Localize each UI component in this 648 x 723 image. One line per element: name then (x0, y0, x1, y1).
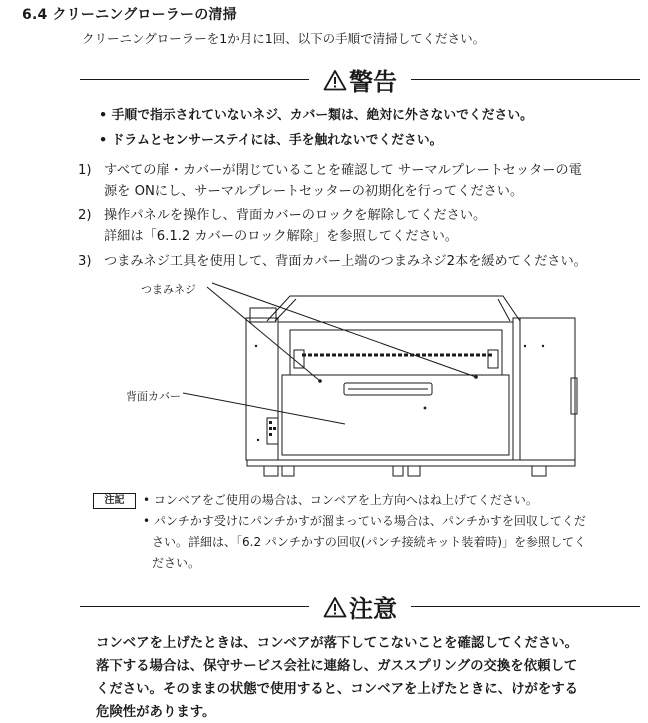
caution-line: 落下する場合は、保守サービス会社に連絡し、ガススプリングの交換を依頼して (96, 659, 578, 674)
warning-title-text: 警告 (349, 68, 397, 96)
rear-cover (282, 375, 509, 455)
note-line: • コンベアをご使用の場合は、コンベアを上方向へはね上げてください。 (143, 493, 538, 507)
section-title: クリーニングローラーの清掃 (52, 7, 237, 23)
step-text: 詳細は「6.1.2 カバーのロック解除」を参照してください。 (104, 229, 458, 244)
note-tag: 注記 (93, 493, 136, 509)
warning-item: • ドラムとセンサーステイには、手を触れないでください。 (99, 133, 443, 148)
caution-header (80, 589, 640, 624)
section-intro: クリーニングローラーを1か月に1回、以下の手順で清掃してください。 (82, 31, 486, 46)
step-text: 源を ONにし、サーマルプレートセッターの初期化を行ってください。 (104, 184, 524, 199)
label-thumb-screws: つまみネジ (141, 283, 196, 296)
thumb-screw-right (474, 375, 478, 379)
step-number: 1) (78, 163, 92, 178)
step-text: 操作パネルを操作し、背面カバーのロックを解除してください。 (104, 208, 487, 223)
caution-line: 危険性があります。 (96, 705, 216, 720)
control-panel (267, 418, 278, 444)
warning-item: • 手順で指示されていないネジ、カバー類は、絶対に外さないでください。 (99, 108, 533, 123)
note-line: ださい。 (152, 556, 201, 570)
caution-triangle-icon (323, 596, 347, 618)
step-number: 3) (78, 254, 92, 269)
step-text: すべての扉・カバーが閉じていることを確認して サーマルプレートセッターの電 (104, 163, 582, 178)
thumb-screw-left (318, 379, 322, 383)
caution-title (309, 589, 411, 624)
note-line: さい。詳細は、「6.2 パンチかすの回収(パンチ接続キット装着時)」を参照してく (152, 535, 587, 549)
label-rear-cover: 背面カバー (126, 390, 181, 403)
caution-rule-right (411, 606, 640, 608)
leader-line-cover (183, 393, 345, 424)
caution-line: ください。そのままの状態で使用すると、コンベアを上げたときに、けがをする (96, 682, 579, 697)
caution-line: コンベアを上げたときは、コンベアが落下してこないことを確認してください。 (96, 636, 579, 651)
step-text: つまみネジ工具を使用して、背面カバー上端のつまみネジ2本を緩めてください。 (104, 254, 587, 269)
caution-title-text: 注意 (349, 595, 397, 623)
caution-rule-left (80, 606, 309, 608)
step-number: 2) (78, 208, 92, 223)
note-line: • パンチかす受けにパンチかすが溜まっている場合は、パンチかすを回収してくだ (143, 514, 586, 528)
section-number: 6.4 (22, 7, 48, 23)
